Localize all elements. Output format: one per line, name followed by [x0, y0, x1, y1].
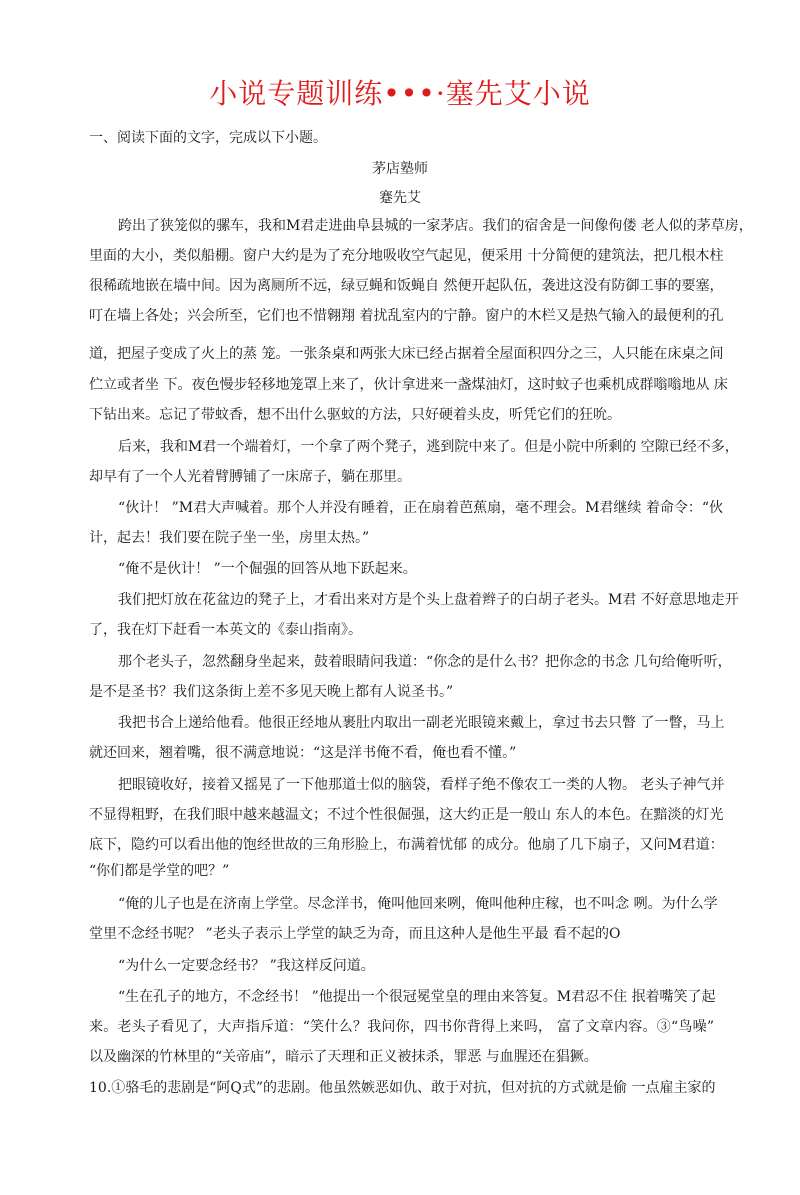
- text-line: 跨出了狭笼似的骡车，我和M君走进曲阜县城的一家茅店。我们的宿舍是一间像佝偻 老人似的茅草房，: [118, 218, 753, 234]
- text-line: 很稀疏地嵌在墙中间。因为离厕所不远，绿豆蝇和饭蝇自 然便开起队伍，袭进这没有防御工事的要塞，: [89, 278, 724, 294]
- text-line: 那个老头子，忽然翻身坐起来，鼓着眼睛问我道：“你念的是什么书？把你念的书念 几句给俺听听，: [118, 654, 732, 670]
- text-line: 却早有了一个人光着臂膊铺了一床席子，躺在那里。: [89, 469, 411, 485]
- text-line: “俺不是伙计！ ”一个倔强的回答从地下跃起来。: [118, 561, 417, 577]
- question-instruction: 一、阅读下面的文字，完成以下小题。: [89, 130, 327, 146]
- text-line: “生在孔子的地方，不念经书！ ”他提出一个很冠冕堂皇的理由来答复。M君忍不住 抿着嘴笑了起: [118, 989, 716, 1005]
- text-line: 叮在墙上各处；兴会所至，它们也不惜翱翔 着扰乱室内的宁静。窗户的木栏又是热气输入的最便利的孔: [89, 308, 724, 324]
- text-line: 是不是圣书？我们这条街上差不多见天晚上都有人说圣书。”: [89, 684, 454, 700]
- story-title: 茅店塾师: [372, 161, 428, 177]
- text-line: 下钻出来。忘记了带蚊香，想不出什么驱蚊的方法，只好硬着头皮，听凭它们的狂吮。: [89, 407, 621, 423]
- text-line: 道，把屋子变成了火上的蒸 笼。一张条桌和两张大床已经占据着全屋面积四分之三，人只能在床桌之间: [89, 346, 724, 362]
- text-line: 把眼镜收好，接着又摇晃了一下他那道士似的脑袋，看样子绝不像农工一类的人物。 老头子神气并: [118, 777, 725, 793]
- text-line: 里面的大小，类似船棚。窗户大约是为了充分地吸收空气起见，便采用 十分简便的建筑法，把几根木柱: [89, 248, 724, 264]
- text-line: “为什么一定要念经书？ ”我这样反问道。: [118, 958, 375, 974]
- text-line: 来。老头子看见了，大声指斥道：“笑什么？我问你，四书你背得上来吗， 富了文章内容。③“鸟噪”: [89, 1019, 714, 1035]
- text-line: 计，起去！我们要在院子坐一坐，房里太热。”: [89, 530, 370, 546]
- document-title: 小说专题训练•••·塞先艾小说: [209, 77, 591, 110]
- text-line: 就还回来，翘着嘴，很不满意地说：“这是洋书俺不看，俺也看不懂。”: [89, 745, 517, 761]
- text-line: “伙计！ ”M君大声喊着。那个人并没有睡着，正在扇着芭蕉扇，毫不理会。M君继续 着命令：“伙: [118, 500, 724, 516]
- text-line: “你们都是学堂的吧？”: [89, 863, 230, 879]
- text-line: 10.①骆毛的悲剧是“阿Q式”的悲剧。他虽然嫉恶如仇、敢于对抗，但对抗的方式就是偷 一点雇主家的: [89, 1080, 716, 1096]
- text-line: 不显得粗野，在我们眼中越来越温文；不过个性很倔强，这大约正是一般山 东人的本色。在黯淡的灯光: [89, 807, 724, 823]
- text-line: “俺的儿子也是在济南上学堂。尽念洋书，俺叫他回来咧，俺叫他种庄稼，也不叫念 咧。为什么学: [118, 896, 718, 912]
- text-line: 堂里不念经书呢？ ”老头子表示上学堂的缺乏为奇，而且这种人是他生平最 看不起的O: [89, 926, 621, 942]
- text-line: 伫立或者坐 下。夜色慢步轻移地笼罩上来了，伙计拿进来一盏煤油灯，这时蚊子也乘机成群嗡嗡地从 床: [89, 377, 728, 393]
- text-line: 了，我在灯下赶看一本英文的《泰山指南》。: [89, 622, 362, 638]
- text-line: 以及幽深的竹林里的“关帝庙”，暗示了天理和正义被抹杀，罪恶 与血腥还在猖獗。: [89, 1049, 598, 1065]
- text-line: 我们把灯放在花盆边的凳子上，才看出来对方是个头上盘着辫子的白胡子老头。M君 不好意思地走开: [118, 592, 739, 608]
- text-line: 底下，隐约可以看出他的饱经世故的三角形脸上，布满着忧郁 的成分。他扇了几下扇子，又问M君道：: [89, 837, 724, 853]
- story-author: 蹇先艾: [379, 190, 421, 206]
- text-line: 我把书合上递给他看。他很正经地从裹肚内取出一副老光眼镜来戴上，拿过书去只瞥 了一瞥，马上: [118, 715, 725, 731]
- text-line: 后来，我和M君一个端着灯，一个拿了两个凳子，逃到院中来了。但是小院中所剩的 空隙已经不多，: [118, 439, 739, 455]
